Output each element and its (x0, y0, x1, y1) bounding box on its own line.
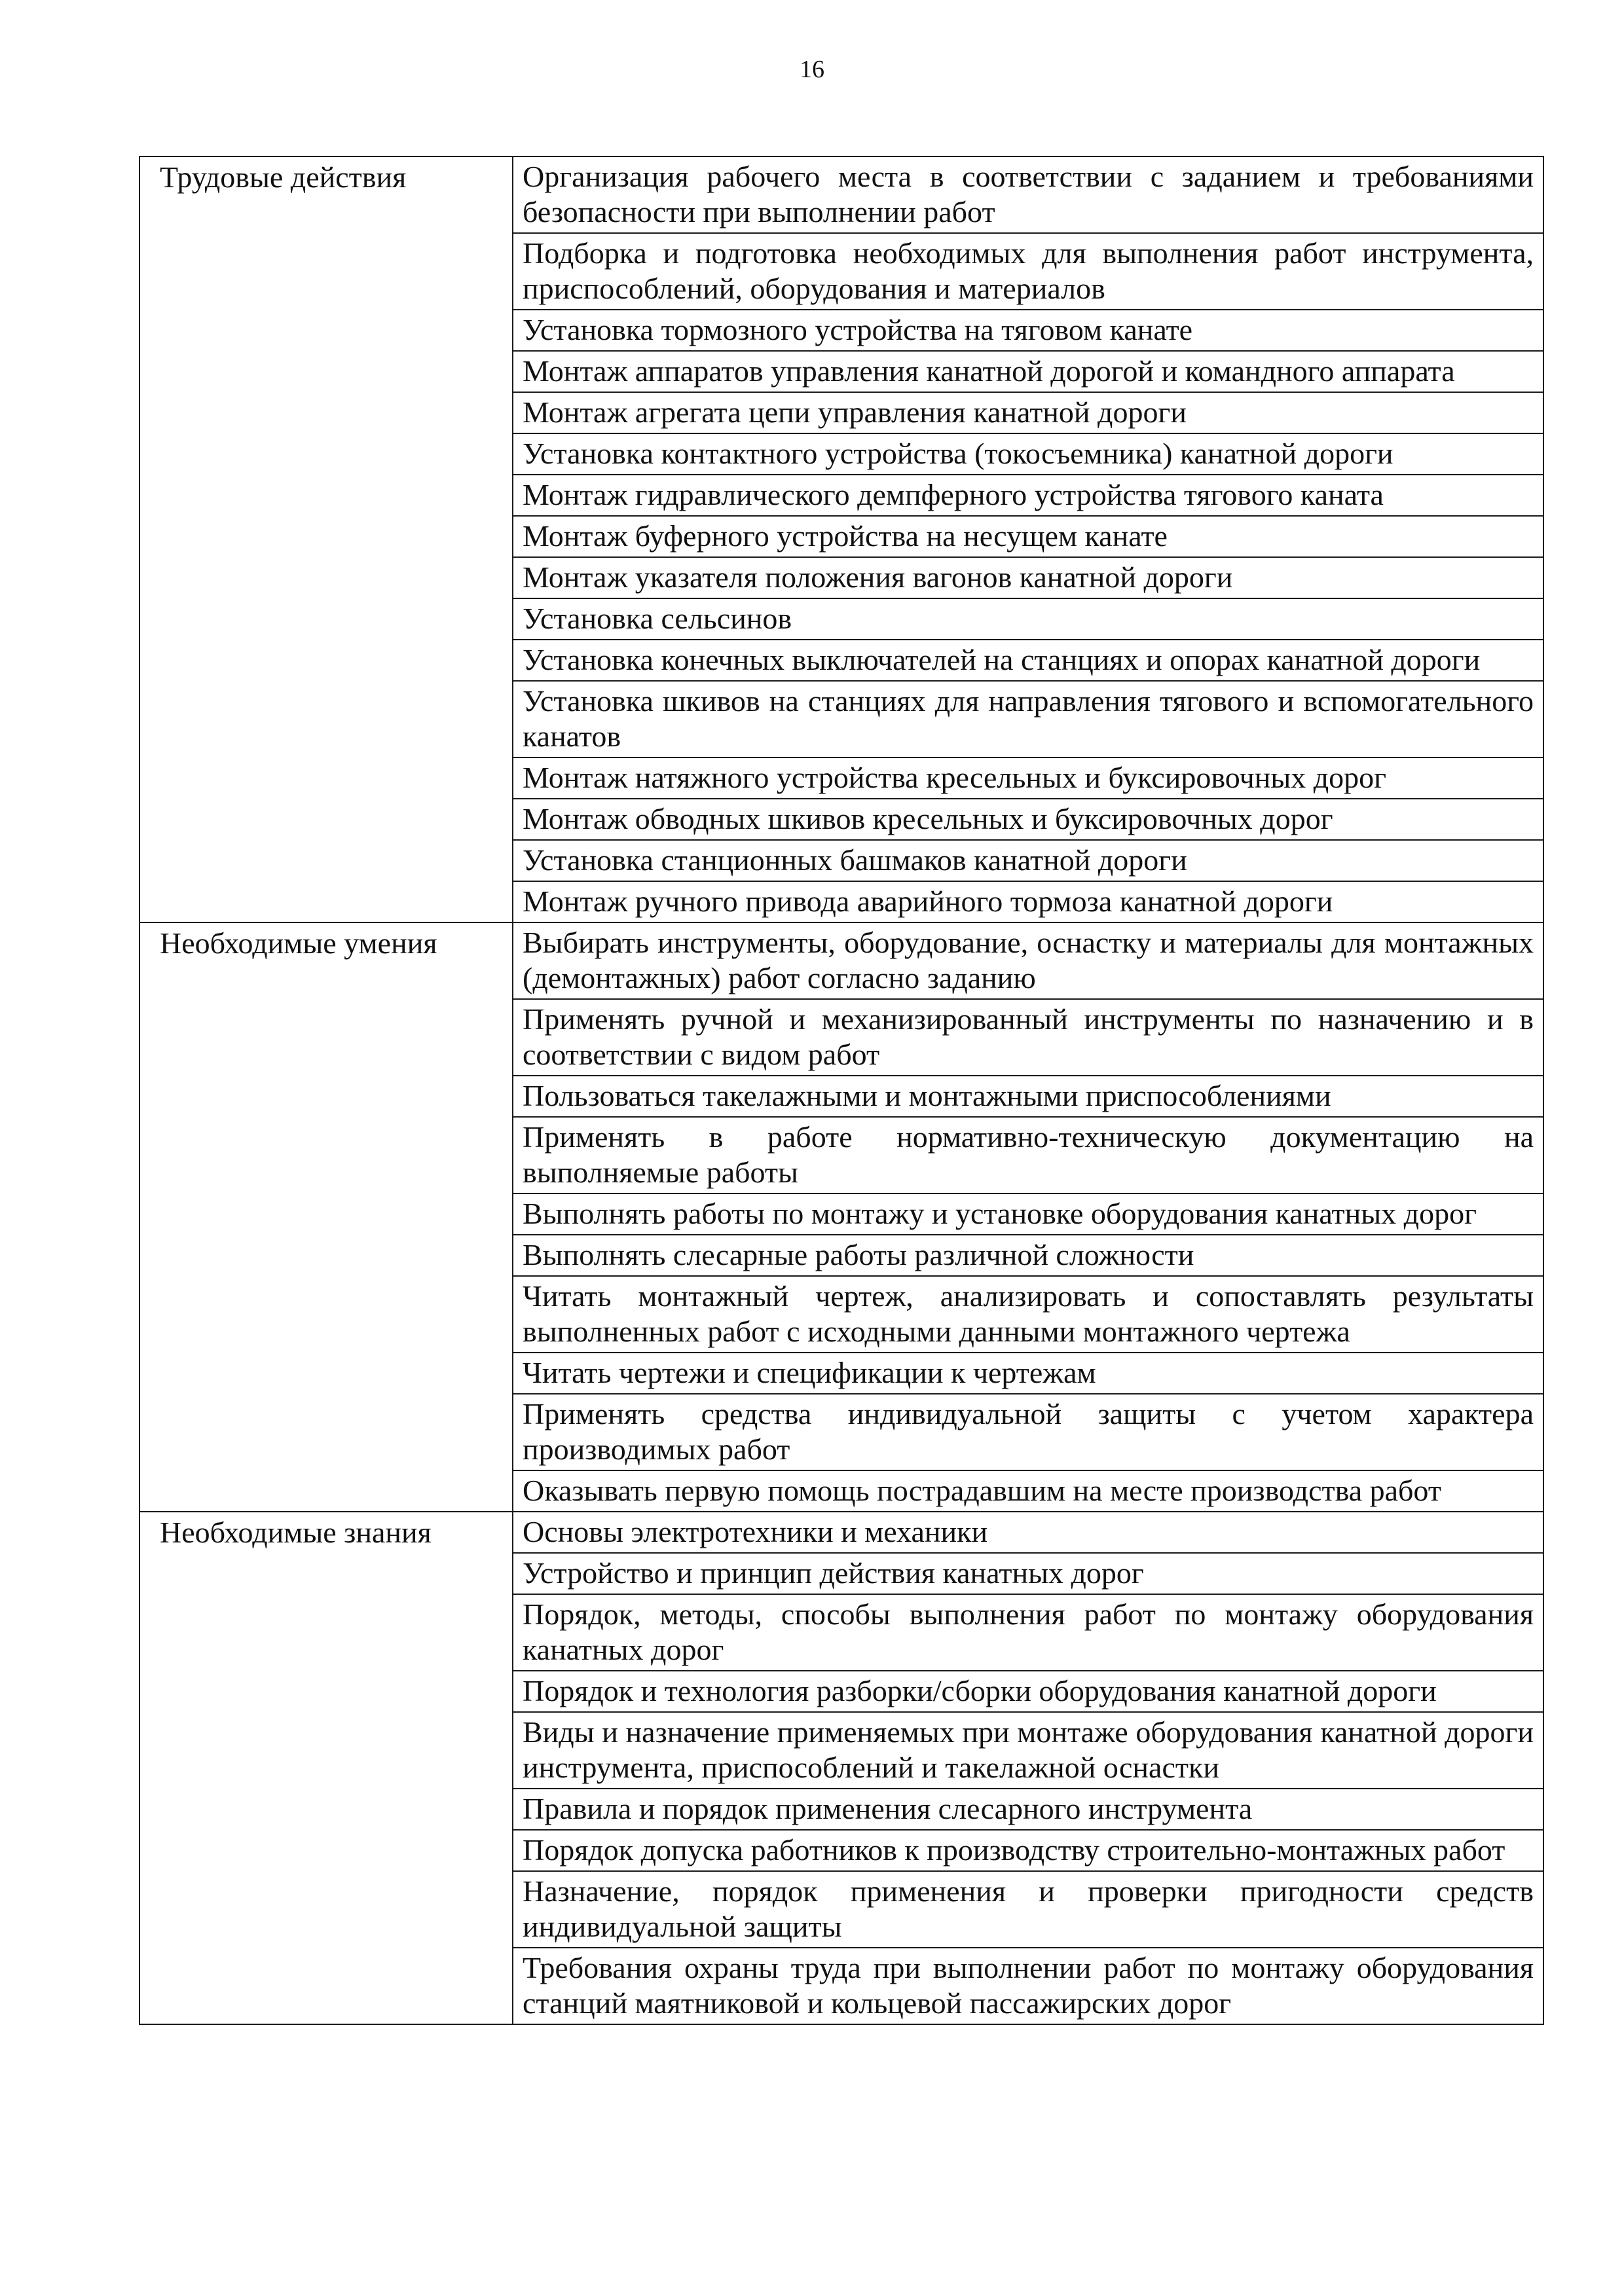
requirement-item: Устройство и принцип действия канатных дорог (513, 1553, 1543, 1594)
requirement-item: Монтаж агрегата цепи управления канатной дороги (513, 392, 1543, 433)
requirement-item: Установка контактного устройства (токосъемника) канатной дороги (513, 433, 1543, 475)
requirement-item: Основы электротехники и механики (513, 1512, 1543, 1553)
requirement-item: Правила и порядок применения слесарного инструмента (513, 1789, 1543, 1830)
requirement-item: Назначение, порядок применения и проверки пригодности средств индивидуальной защиты (513, 1871, 1543, 1948)
table-body (139, 156, 1543, 2024)
requirement-item: Применять в работе нормативно-техническую документацию на выполняемые работы (513, 1117, 1543, 1194)
requirement-item: Установка шкивов на станциях для направления тягового и вспомогательного канатов (513, 681, 1543, 757)
table-row (139, 922, 1543, 999)
requirement-item: Монтаж аппаратов управления канатной дорогой и командного аппарата (513, 351, 1543, 392)
category-cell (139, 156, 513, 922)
requirement-item: Применять ручной и механизированный инструменты по назначению и в соответствии с видом работ (513, 999, 1543, 1076)
category-label: Необходимые умения (160, 926, 437, 960)
requirement-item: Установка сельсинов (513, 598, 1543, 640)
requirement-item: Организация рабочего места в соответствии с заданием и требованиями безопасности при выполнении работ (513, 156, 1543, 233)
requirement-item: Применять средства индивидуальной защиты с учетом характера производимых работ (513, 1394, 1543, 1470)
table-row (139, 156, 1543, 233)
requirement-item: Монтаж буферного устройства на несущем канате (513, 516, 1543, 557)
requirement-item: Требования охраны труда при выполнении работ по монтажу оборудования станций маятниковой и кольцевой пассажирских дорог (513, 1948, 1543, 2024)
requirement-item: Установка станционных башмаков канатной дороги (513, 840, 1543, 881)
page-number: 16 (800, 56, 824, 83)
requirement-item: Монтаж гидравлического демпферного устройства тягового каната (513, 475, 1543, 516)
table-row (139, 1512, 1543, 1553)
category-cell (139, 922, 513, 1512)
requirement-item: Оказывать первую помощь пострадавшим на месте производства работ (513, 1470, 1543, 1512)
requirement-item: Установка тормозного устройства на тяговом канате (513, 310, 1543, 351)
requirement-item: Монтаж обводных шкивов кресельных и буксировочных дорог (513, 799, 1543, 840)
requirement-item: Порядок допуска работников к производству строительно-монтажных работ (513, 1830, 1543, 1871)
requirement-item: Виды и назначение применяемых при монтаже оборудования канатной дороги инструмента, приспособлений и такелажной оснастки (513, 1712, 1543, 1789)
requirement-item: Выполнять слесарные работы различной сложности (513, 1235, 1543, 1276)
requirement-item: Монтаж указателя положения вагонов канатной дороги (513, 557, 1543, 598)
requirement-item: Читать чертежи и спецификации к чертежам (513, 1353, 1543, 1394)
category-cell (139, 1512, 513, 2024)
requirement-item: Монтаж натяжного устройства кресельных и буксировочных дорог (513, 757, 1543, 799)
requirement-item: Порядок, методы, способы выполнения работ по монтажу оборудования канатных дорог (513, 1594, 1543, 1671)
requirement-item: Выполнять работы по монтажу и установке оборудования канатных дорог (513, 1194, 1543, 1235)
requirements-table (139, 156, 1544, 2025)
requirement-item: Выбирать инструменты, оборудование, оснастку и материалы для монтажных (демонтажных) работ согласно заданию (513, 922, 1543, 999)
requirement-item: Пользоваться такелажными и монтажными приспособлениями (513, 1076, 1543, 1117)
requirement-item: Монтаж ручного привода аварийного тормоза канатной дороги (513, 881, 1543, 922)
category-label: Необходимые знания (160, 1516, 432, 1549)
category-label: Трудовые действия (160, 160, 407, 194)
requirement-item: Установка конечных выключателей на станциях и опорах канатной дороги (513, 640, 1543, 681)
requirement-item: Читать монтажный чертеж, анализировать и сопоставлять результаты выполненных работ с исходными данными монтажного чертежа (513, 1276, 1543, 1353)
requirement-item: Порядок и технология разборки/сборки оборудования канатной дороги (513, 1671, 1543, 1712)
requirement-item: Подборка и подготовка необходимых для выполнения работ инструмента, приспособлений, оборудования и материалов (513, 233, 1543, 310)
